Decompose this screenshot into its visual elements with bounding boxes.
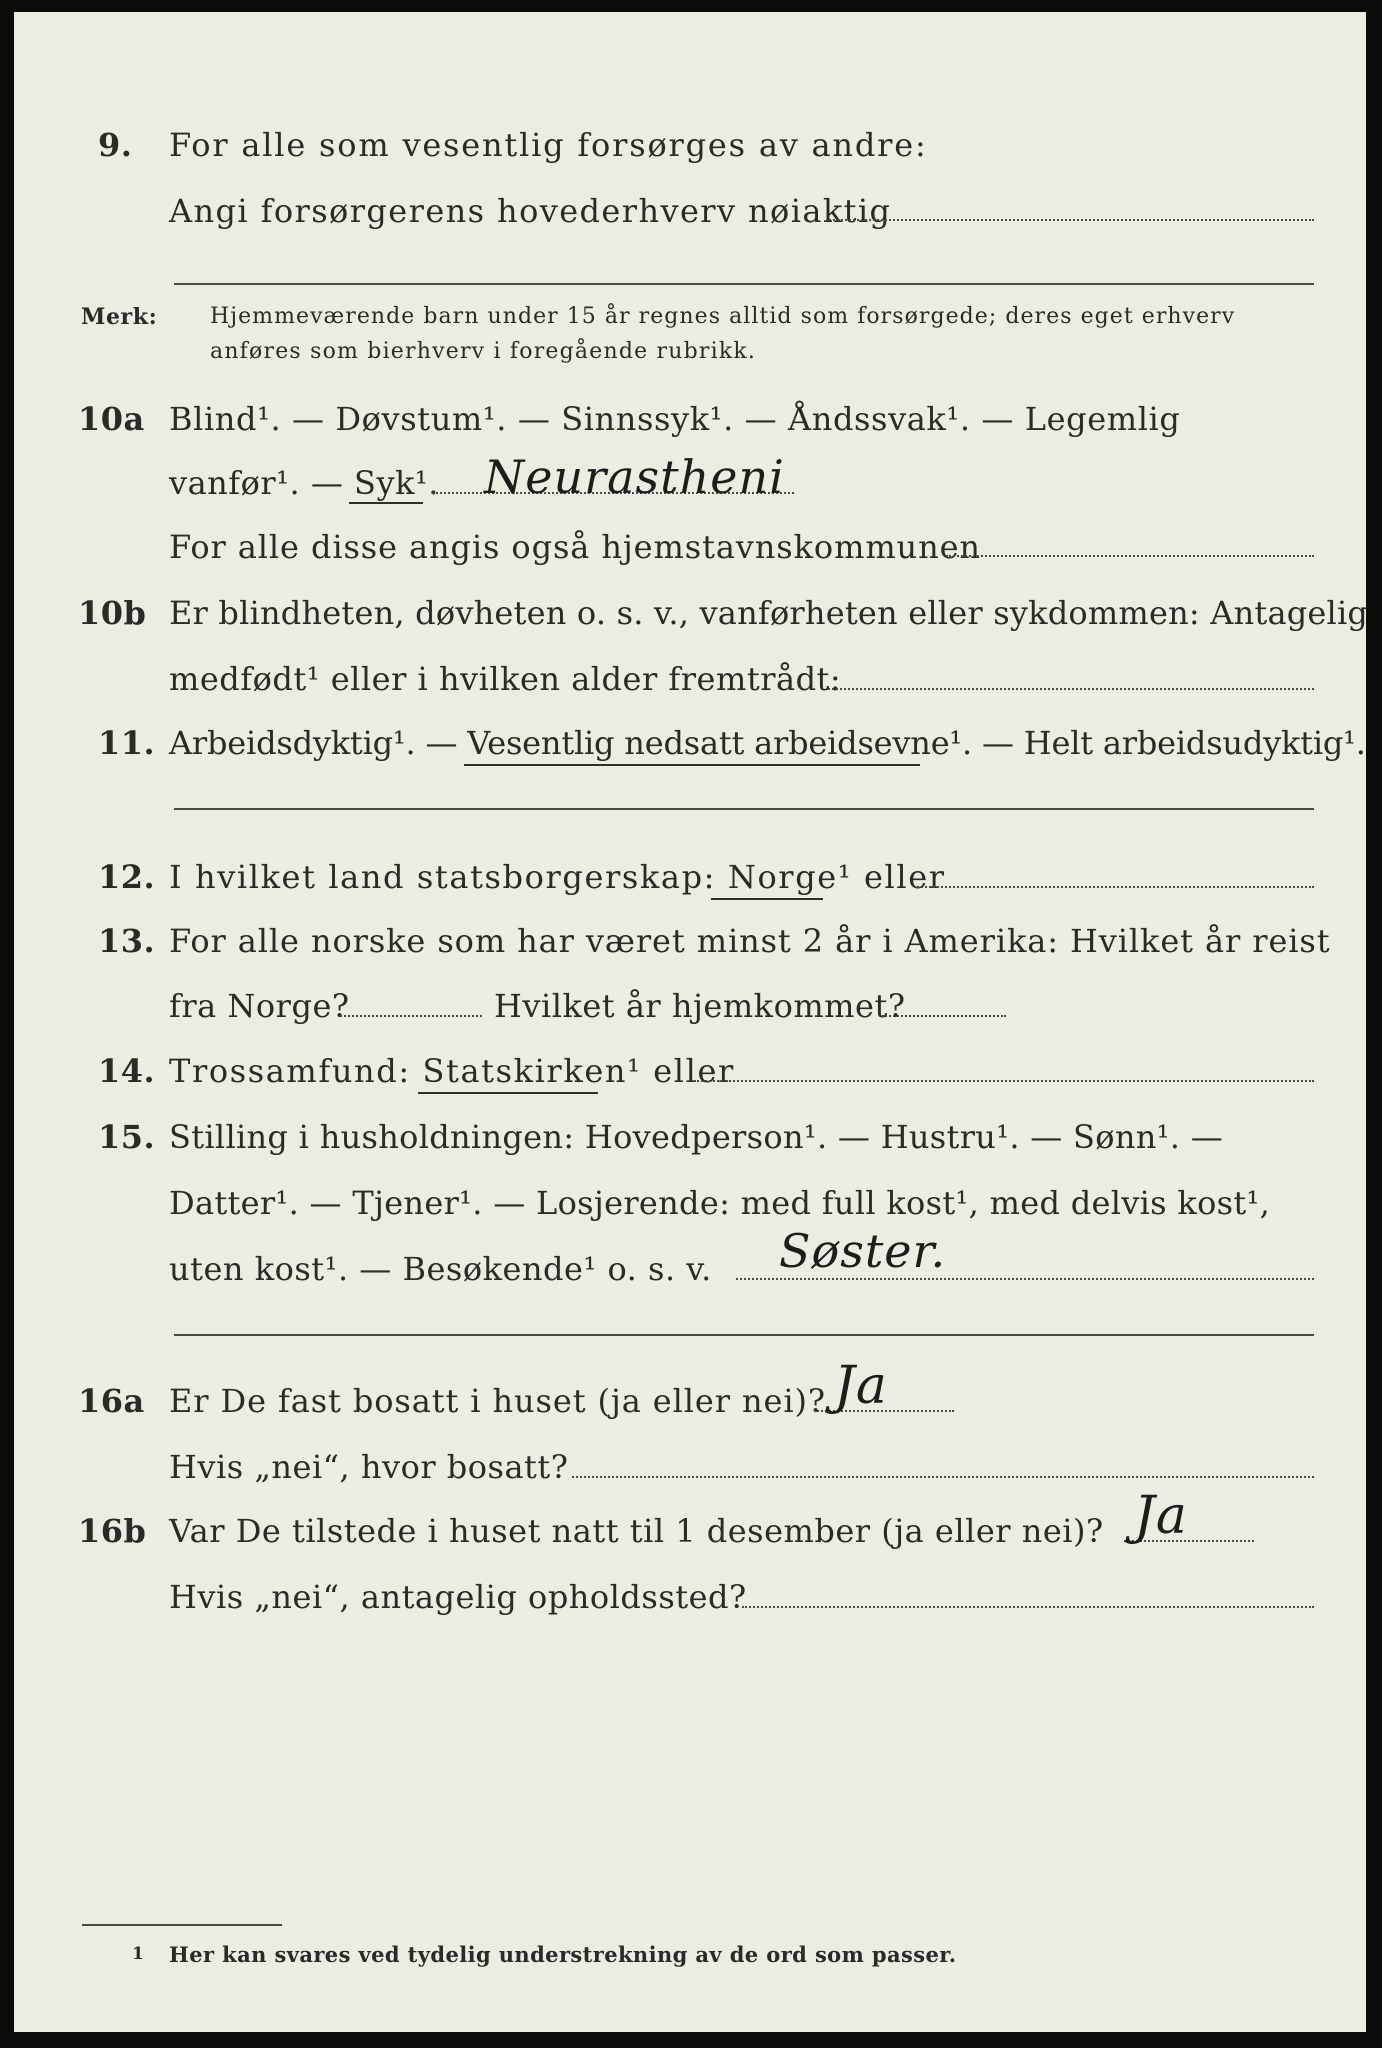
q15-answer-line xyxy=(736,1278,1314,1280)
q12-line1: I hvilket land statsborgerskap: Norge¹ eller xyxy=(169,858,946,896)
q16b-line2: Hvis „nei“, antagelig opholdssted? xyxy=(169,1578,747,1616)
q12-answer-line xyxy=(914,886,1314,888)
q10a-line1: Blind¹. — Døvstum¹. — Sinnssyk¹. — Åndssvak¹. — Legemlig xyxy=(169,400,1181,438)
q14-number: 14. xyxy=(98,1052,156,1090)
q15-number: 15. xyxy=(98,1118,156,1156)
q16a-line1: Er De fast bosatt i huset (ja eller nei)? xyxy=(169,1382,826,1420)
q16a-bosatt-line xyxy=(572,1476,1314,1478)
merk-line2: anføres som bierhverv i foregående rubrikk. xyxy=(210,339,757,364)
q11-number: 11. xyxy=(98,724,156,762)
q13-line2b: Hvilket år hjemkommet? xyxy=(494,987,906,1025)
q14-answer-line xyxy=(694,1080,1314,1082)
q10a-syk-underline xyxy=(349,502,423,504)
merk-label: Merk: xyxy=(81,304,158,330)
q13-hjemkommet-line xyxy=(882,1015,1006,1017)
q16a-line2: Hvis „nei“, hvor bosatt? xyxy=(169,1448,569,1486)
q15-line3: uten kost¹. — Besøkende¹ o. s. v. xyxy=(169,1250,712,1288)
census-form-page xyxy=(14,12,1369,2032)
q13-reist-line xyxy=(340,1015,482,1017)
q10a-line2: vanfør¹. — Syk¹. xyxy=(169,464,439,502)
q12-norge-underline xyxy=(711,898,823,900)
q10b-number: 10b xyxy=(78,594,147,632)
q16a-number: 16a xyxy=(78,1382,145,1420)
q10a-handwritten-answer: Neurastheni xyxy=(484,450,785,504)
q9-line1: For alle som vesentlig forsørges av andre: xyxy=(169,126,928,164)
q13-line2a: fra Norge? xyxy=(169,987,350,1025)
q16b-line1: Var De tilstede i huset natt til 1 desember (ja eller nei)? xyxy=(169,1512,1104,1550)
q10a-hjemstavn-line xyxy=(946,555,1314,557)
q16b-handwritten-answer: Ja xyxy=(1134,1486,1188,1546)
footnote-rule xyxy=(82,1924,282,1926)
q12-number: 12. xyxy=(98,858,156,896)
q16a-handwritten-answer: Ja xyxy=(834,1356,888,1416)
q14-statskirken-underline xyxy=(418,1092,598,1094)
q16b-opholdssted-line xyxy=(742,1606,1314,1608)
q10a-number: 10a xyxy=(78,400,145,438)
merk-line1: Hjemmeværende barn under 15 år regnes alltid som forsørgede; deres eget erhverv xyxy=(210,304,1236,329)
q13-line1: For alle norske som har været minst 2 år i Amerika: Hvilket år reist xyxy=(169,922,1331,960)
q15-line2: Datter¹. — Tjener¹. — Losjerende: med full kost¹, med delvis kost¹, xyxy=(169,1184,1271,1222)
q10b-line1: Er blindheten, døvheten o. s. v., vanførheten eller sykdommen: Antagelig xyxy=(169,594,1369,632)
footnote-text: Her kan svares ved tydelig understrekning av de ord som passer. xyxy=(169,1942,957,1967)
q11-divider xyxy=(174,808,1314,810)
q15-line1: Stilling i husholdningen: Hovedperson¹. — Hustru¹. — Sønn¹. — xyxy=(169,1118,1224,1156)
q14-line1: Trossamfund: Statskirken¹ eller xyxy=(169,1052,735,1090)
q10a-line3: For alle disse angis også hjemstavnskommunen xyxy=(169,528,981,566)
q11-selected-underline xyxy=(464,764,920,766)
footnote-marker: 1 xyxy=(132,1944,145,1964)
q9-line2: Angi forsørgerens hovederhverv nøiaktig xyxy=(169,192,892,230)
q10b-line2: medfødt¹ eller i hvilken alder fremtrådt: xyxy=(169,660,842,698)
q9-number: 9. xyxy=(98,126,133,164)
q11-line1: Arbeidsdyktig¹. — Vesentlig nedsatt arbeidsevne¹. — Helt arbeidsudyktig¹. xyxy=(169,724,1366,762)
q9-divider xyxy=(174,283,1314,285)
q9-answer-line xyxy=(826,219,1314,221)
q15-handwritten-answer: Søster. xyxy=(779,1224,947,1278)
q16b-number: 16b xyxy=(78,1512,147,1550)
q13-number: 13. xyxy=(98,922,156,960)
q15-divider xyxy=(174,1334,1314,1336)
q10b-answer-line xyxy=(828,688,1314,690)
